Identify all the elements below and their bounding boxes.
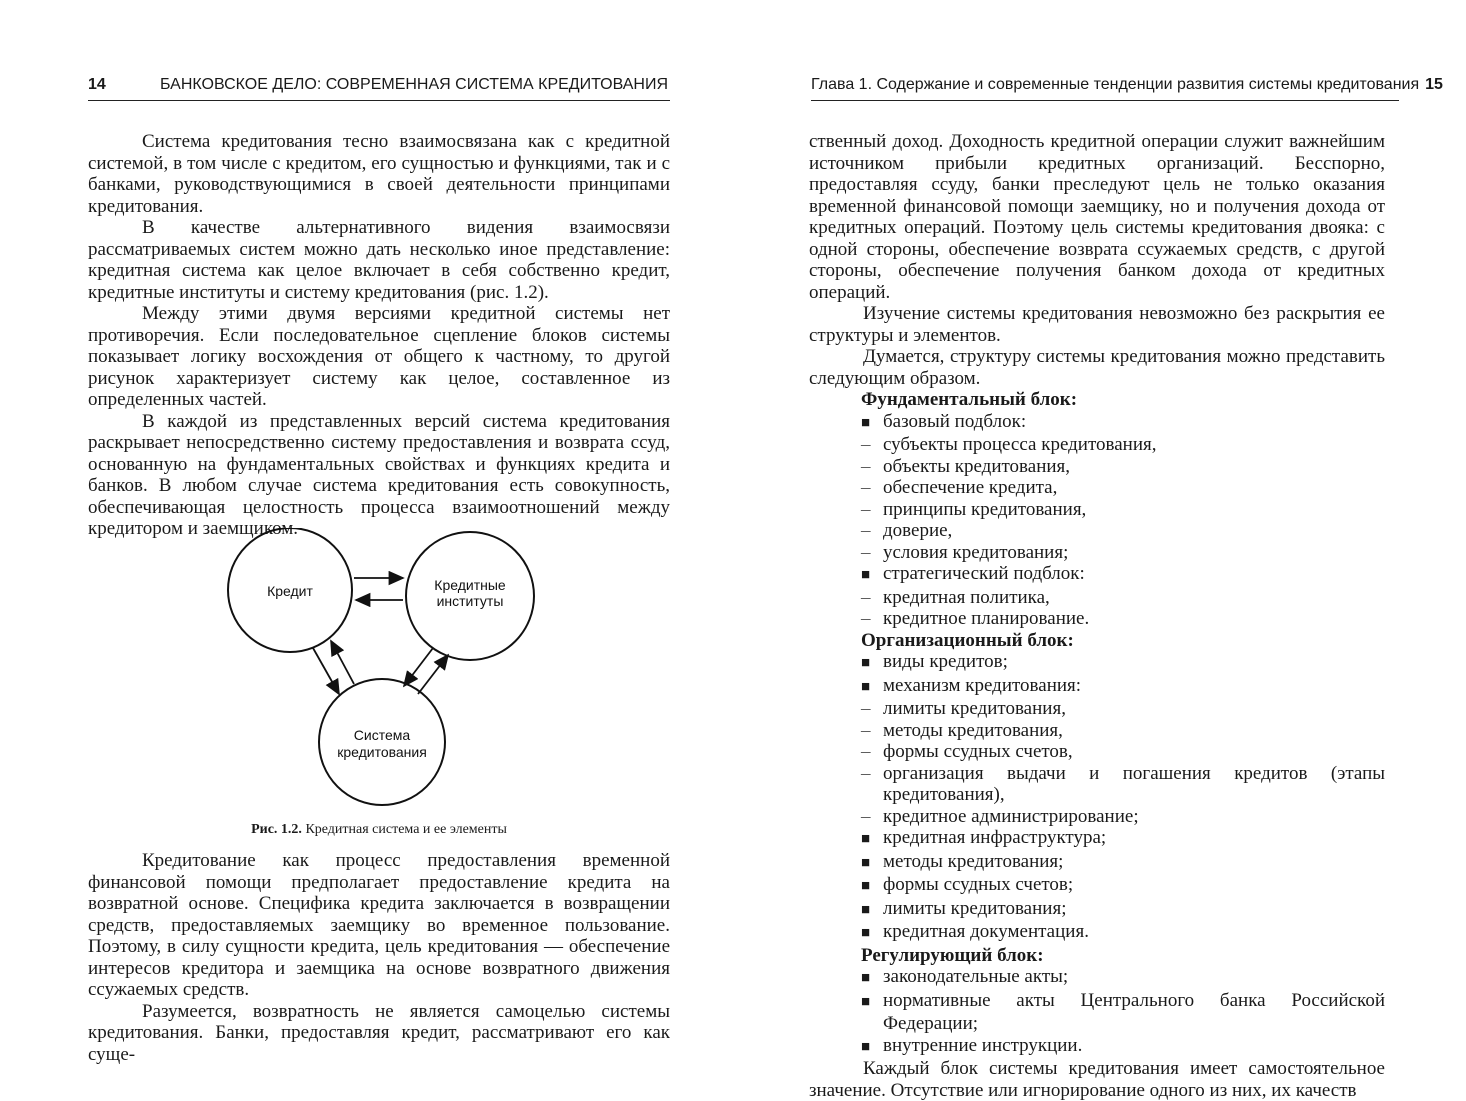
fundamental-block-list — [809, 389, 1385, 1058]
block-heading-organizational: Организационный блок: — [861, 629, 1074, 651]
list-item: ■ методы кредитования; — [809, 851, 1385, 875]
list-item: – кредитное планирование. — [809, 608, 1385, 630]
left-body-top — [88, 131, 670, 540]
arrow-credit-to-system — [313, 648, 339, 694]
paragraph: Изучение системы кредитования невозможно без раскрытия ее структуры и элементов. — [809, 303, 1385, 346]
list-item: ■ базовый подблок: — [809, 411, 1385, 435]
figure-caption-text: Кредитная система и ее элементы — [305, 822, 507, 837]
paragraph: ственный доход. Доходность кредитной операции служит важнейшим источником прибыли кредитных организаций. Бесспорно, предоставляя ссуду, банки преследуют цель не только оказания временной финансовой помощи заемщику, но и получения дохода от кредитных операций. Поэтому цель системы кредитования двояка: с одной стороны, обеспечение возврата ссужаемых средств, с другой стороны, обеспечение получения банком дохода от кредитных операций. — [809, 131, 1385, 303]
paragraph: В каждой из представленных версий система кредитования раскрывает непосредственно систему предоставления и возврата ссуд, основанную на фундаментальных свойствах и функциях кредита и банков. В любом случае система кредитования есть совокупность, обеспечивающая целостность процесса взаимоотношений между кредитором и заемщиком. — [88, 410, 670, 539]
list-item: ■ законодательные акты; — [809, 966, 1385, 990]
right-body — [809, 131, 1385, 1101]
list-item: – доверие, — [809, 520, 1385, 542]
node-system-label-2: кредитования — [337, 744, 427, 760]
list-item: ■ кредитная инфраструктура; — [809, 827, 1385, 851]
paragraph: Между этими двумя версиями кредитной системы нет противоречия. Если последовательное сцепление блоков системы показывает логику восхождения от общего к частному, то другой рисунок характеризует систему как целое, составленное из определенных частей. — [88, 303, 670, 410]
credit-system-diagram — [220, 528, 550, 808]
list-item: ■ механизм кредитования: — [809, 675, 1385, 699]
paragraph: Разумеется, возвратность не является самоцелью системы кредитования. Банки, предоставляя кредит, рассматривают его как суще- — [88, 1000, 670, 1065]
list-item: – методы кредитования, — [809, 720, 1385, 742]
left-body-bottom — [88, 850, 670, 1065]
list-item: ■ лимиты кредитования; — [809, 898, 1385, 922]
list-item: – принципы кредитования, — [809, 499, 1385, 521]
list-item: – условия кредитования; — [809, 542, 1385, 564]
list-item: – лимиты кредитования, — [809, 698, 1385, 720]
right-page — [733, 0, 1466, 1101]
paragraph: Каждый блок системы кредитования имеет самостоятельное значение. Отсутствие или игнорирование одного из них, их качеств — [809, 1058, 1385, 1101]
block-heading-regulating: Регулирующий блок: — [861, 944, 1044, 966]
list-item: – организация выдачи и погашения кредитов (этапы кредитования), — [809, 763, 1385, 806]
paragraph: Система кредитования тесно взаимосвязана как с кредитной системой, в том числе с кредитом, его сущностью и функциями, так и с банками, руководствующимися в своей деятельности принципами кредитования. — [88, 131, 670, 217]
block-heading-fundamental: Фундаментальный блок: — [861, 389, 1078, 410]
list-item: ■ формы ссудных счетов; — [809, 874, 1385, 898]
right-running-header — [811, 76, 1443, 101]
left-running-head-title: БАНКОВСКОЕ ДЕЛО: СОВРЕМЕННАЯ СИСТЕМА КРЕДИТОВАНИЯ — [160, 76, 669, 93]
paragraph: В качестве альтернативного видения взаимосвязи рассматриваемых систем можно дать несколько иное представление: кредитная система как целое включает в себя собственно кредит, кредитные институты и систему кредитования (рис. 1.2). — [88, 217, 670, 303]
list-item: ■ виды кредитов; — [809, 651, 1385, 675]
list-item: – объекты кредитования, — [809, 456, 1385, 478]
paragraph: Думается, структуру системы кредитования можно представить следующим образом. — [809, 346, 1385, 389]
list-item: – обеспечение кредита, — [809, 477, 1385, 499]
left-page-number: 14 — [88, 76, 106, 93]
list-item: ■ внутренние инструкции. — [809, 1035, 1385, 1059]
right-running-head-title: Глава 1. Содержание и современные тенденции развития системы кредитования — [811, 76, 1420, 93]
figure-caption-label: Рис. 1.2. — [251, 822, 302, 837]
node-institutes-label-1: Кредитные — [434, 577, 506, 593]
right-page-number: 15 — [1425, 76, 1443, 93]
list-item: – кредитная политика, — [809, 587, 1385, 609]
left-page — [0, 0, 733, 1080]
list-item: ■ кредитная документация. — [809, 921, 1385, 945]
list-item: – субъекты процесса кредитования, — [809, 434, 1385, 456]
node-institutes-label-2: институты — [436, 593, 504, 609]
figure-caption — [88, 822, 670, 838]
list-item: – формы ссудных счетов, — [809, 741, 1385, 763]
list-item: – кредитное администрирование; — [809, 806, 1385, 828]
arrow-system-to-credit — [331, 641, 354, 684]
left-running-header — [88, 76, 670, 101]
list-item: ■ нормативные акты Центрального банка Российской Федерации; — [809, 990, 1385, 1035]
node-credit-label: Кредит — [267, 583, 313, 599]
list-item: ■ стратегический подблок: — [809, 563, 1385, 587]
node-system-label-1: Система — [353, 727, 411, 743]
paragraph: Кредитование как процесс предоставления временной финансовой помощи предполагает предоставление кредита на возвратной основе. Специфика кредита заключается в возвращении средств, предоставляемых заемщику во временное пользование. Поэтому, в силу сущности кредита, цель кредитования — обеспечение интересов кредитора и заемщика на основе возвратного движения ссужаемых средств. — [88, 850, 670, 1000]
